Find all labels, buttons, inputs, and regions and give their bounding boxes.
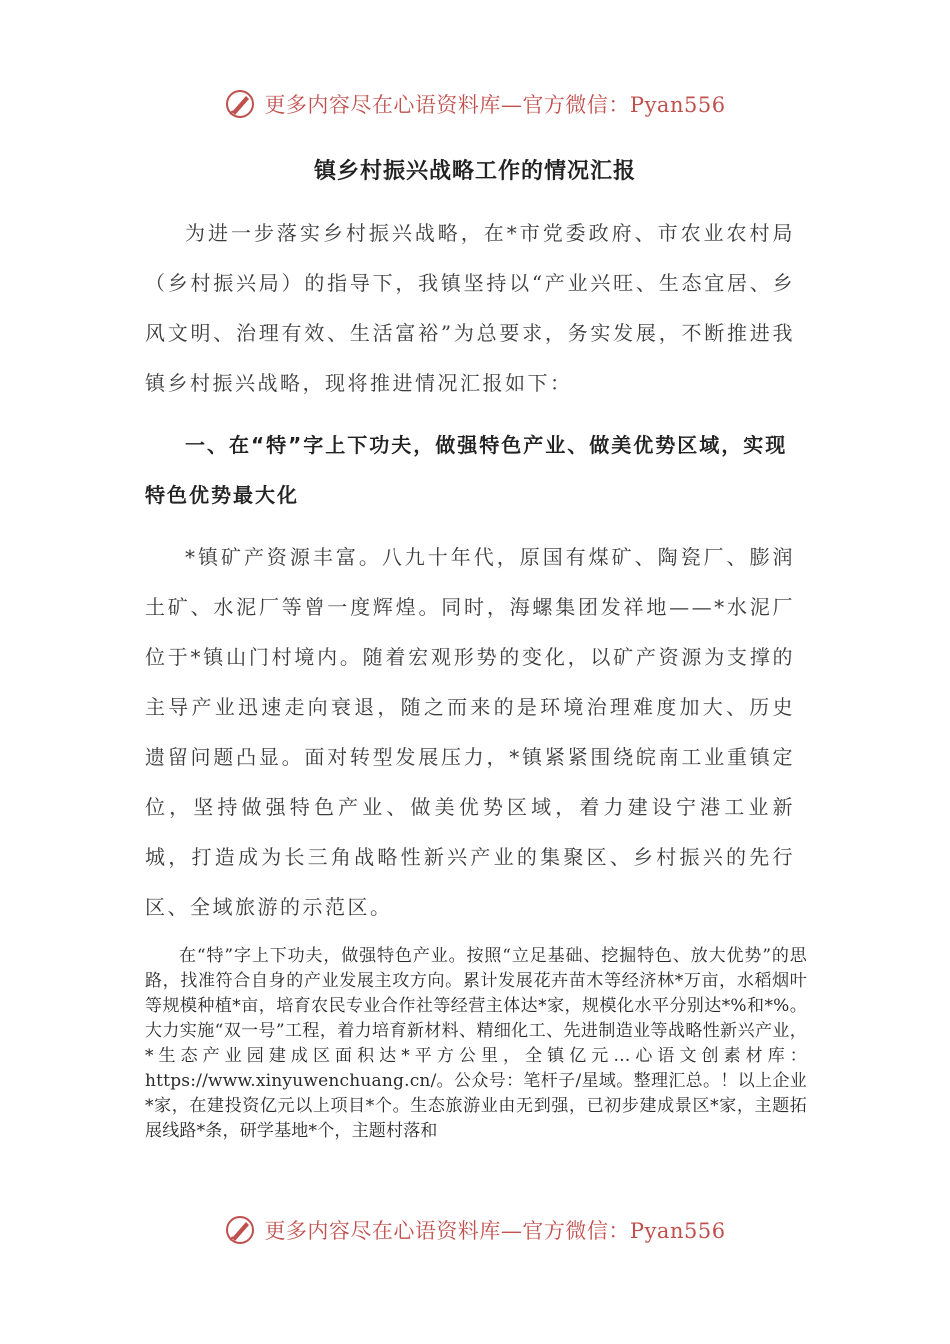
intro-paragraph: 为进一步落实乡村振兴战略，在*市党委政府、市农业农村局（乡村振兴局）的指导下，我镇坚持以“产业兴旺、生态宜居、乡风文明、治理有效、生活富裕”为总要求，务实发展，不断推进我镇乡村振兴战略，现将推进情况汇报如下： [145, 221, 795, 395]
document-title: 镇乡村振兴战略工作的情况汇报 [313, 159, 636, 184]
quill-pen-logo-icon [224, 1214, 256, 1246]
watermark-text: 更多内容尽在心语资料库—官方微信：Pyan556 [264, 1219, 726, 1243]
body-paragraph-1: *镇矿产资源丰富。八九十年代，原国有煤矿、陶瓷厂、膨润土矿、水泥厂等曾一度辉煌。同时，海螺集团发祥地——*水泥厂位于*镇山门村境内。随着宏观形势的变化，以矿产资源为支撑的主导产业迅速走向衰退，随之而来的是环境治理难度加大、历史遗留问题凸显。面对转型发展压力，*镇紧紧围绕皖南工业重镇定位，坚持做强特色产业、做美优势区域，着力建设宁港工业新城，打造成为长三角战略性新兴产业的集聚区、乡村振兴的先行区、全域旅游的示范区。 [145, 545, 795, 919]
footer-watermark-banner [0, 1208, 950, 1252]
body-paragraph-2: 在“特”字上下功夫，做强特色产业。按照“立足基础、挖掘特色、放大优势”的思路，找准符合自身的产业发展主攻方向。累计发展花卉苗木等经济林*万亩，水稻烟叶等规模种植*亩，培育农民专业合作社等经营主体达*家，规模化水平分别达*%和*%。大力实施“双一号”工程，着力培育新材料、精细化工、先进制造业等战略性新兴产业，*生态产业园建成区面积达*平方公里，全镇亿元…心语文创素材库：https://www.xinyuwenchuang.cn/。公众号：笔杆子/星域。整理汇总。！以上企业*家，在建投资亿元以上项目*个。生态旅游业由无到强，已初步建成景区*家，主题拓展线路*条，研学基地*个，主题村落和 [145, 946, 807, 1141]
section-heading-1: 一、在“特”字上下功夫，做强特色产业、做美优势区域，实现特色优势最大化 [145, 433, 788, 507]
quill-pen-logo-icon [224, 88, 256, 120]
watermark-text: 更多内容尽在心语资料库—官方微信：Pyan556 [264, 93, 726, 117]
header-watermark-banner [0, 82, 950, 126]
